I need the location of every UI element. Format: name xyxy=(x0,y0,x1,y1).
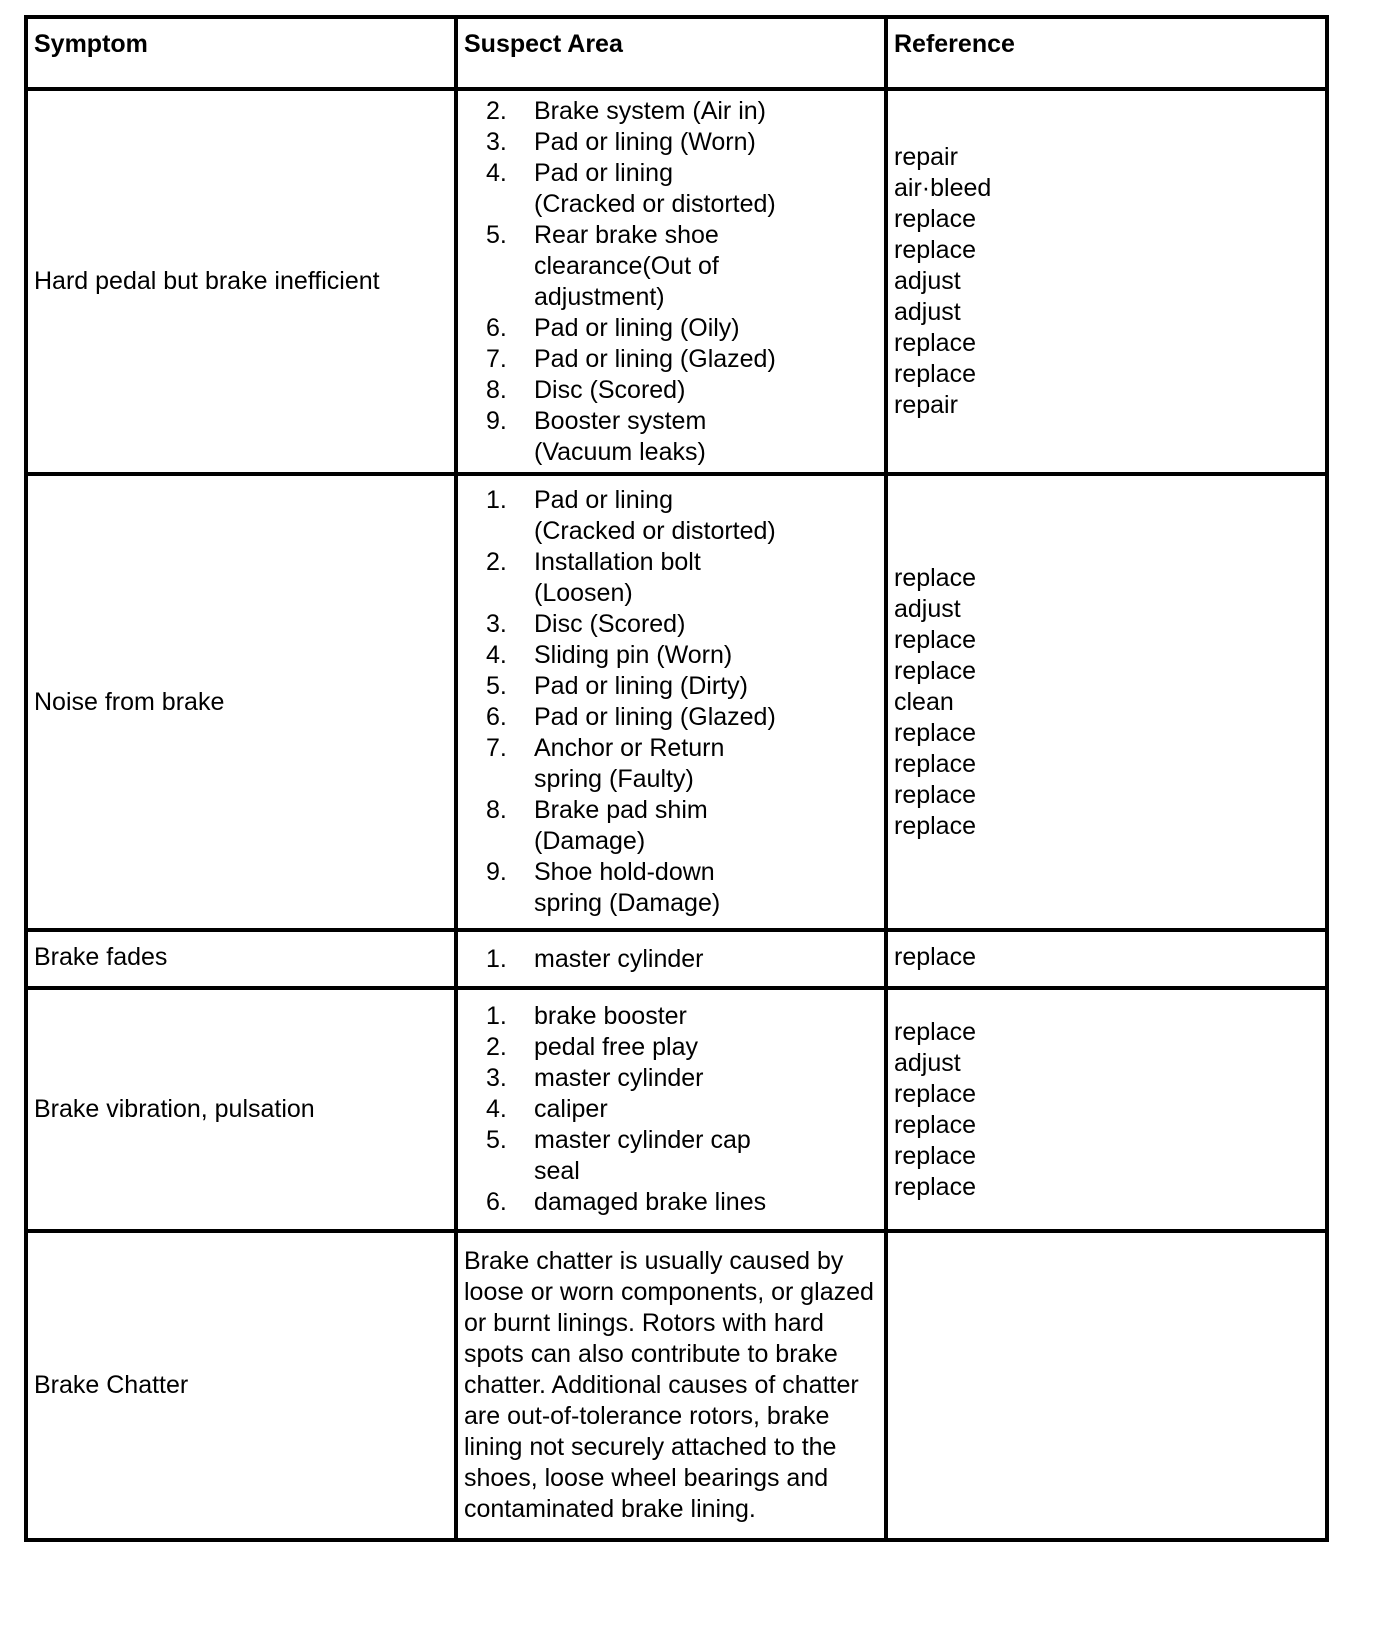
reference-item: replace xyxy=(894,780,976,809)
list-item xyxy=(486,1187,884,1218)
item-text: Pad or lining (Worn) xyxy=(534,127,756,156)
symptom-cell xyxy=(26,988,456,1231)
table-row xyxy=(26,474,1327,930)
list-item xyxy=(486,96,884,127)
item-number: 7. xyxy=(486,734,507,762)
item-number: 4. xyxy=(486,158,507,187)
item-number: 6. xyxy=(486,1188,507,1216)
table-row xyxy=(26,988,1327,1231)
item-text: Installation bolt (Loosen) xyxy=(534,548,701,607)
item-text: Rear brake shoe clearance(Out of adjustment) xyxy=(534,220,719,311)
header-cell-symptom xyxy=(26,17,456,89)
suspect-area-cell xyxy=(456,1231,886,1540)
header-cell-reference xyxy=(886,17,1327,89)
reference-list xyxy=(888,1017,1325,1203)
item-text: Sliding pin (Worn) xyxy=(534,641,733,669)
list-item xyxy=(486,857,884,919)
list-item xyxy=(486,220,884,313)
symptom-cell xyxy=(26,474,456,930)
item-number: 4. xyxy=(486,641,507,669)
header-row xyxy=(26,17,1327,89)
item-number: 5. xyxy=(486,672,507,700)
item-text: Pad or lining (Dirty) xyxy=(534,672,748,700)
reference-list xyxy=(888,942,1325,973)
item-text: master cylinder xyxy=(534,1064,704,1092)
list-item xyxy=(486,1063,884,1094)
item-number: 4. xyxy=(486,1095,507,1123)
list-item xyxy=(486,1094,884,1125)
item-text: Pad or lining (Glazed) xyxy=(534,344,776,373)
reference-item: clean xyxy=(894,687,954,716)
list-item xyxy=(486,609,884,640)
suspect-area-cell xyxy=(456,474,886,930)
reference-item: replace xyxy=(894,1110,976,1139)
list-item xyxy=(486,671,884,702)
item-text: pedal free play xyxy=(534,1033,699,1061)
item-number: 3. xyxy=(486,127,507,156)
reference-item: air·bleed xyxy=(894,174,992,202)
item-text: Brake system (Air in) xyxy=(534,96,766,125)
item-number: 6. xyxy=(486,313,507,342)
item-number: 3. xyxy=(486,1064,507,1092)
item-text: Shoe hold-down spring (Damage) xyxy=(534,858,721,917)
reference-item: replace xyxy=(894,236,976,264)
item-text: Disc (Scored) xyxy=(534,375,686,404)
suspect-area-cell xyxy=(456,930,886,988)
reference-item: replace xyxy=(894,360,976,388)
reference-item: replace xyxy=(894,943,976,971)
list-item xyxy=(486,344,884,375)
reference-cell xyxy=(886,930,1327,988)
reference-item: replace xyxy=(894,205,976,233)
suspect-area-cell xyxy=(456,89,886,474)
list-item xyxy=(486,733,884,795)
item-number: 8. xyxy=(486,375,507,404)
reference-item: adjust xyxy=(894,1048,961,1077)
item-text: master cylinder xyxy=(534,944,704,973)
reference-item: replace xyxy=(894,1141,976,1170)
item-text: damaged brake lines xyxy=(534,1188,767,1216)
reference-item: replace xyxy=(894,1172,976,1201)
item-text: caliper xyxy=(534,1095,608,1123)
reference-item: replace xyxy=(894,329,976,357)
item-number: 2. xyxy=(486,96,507,125)
item-number: 3. xyxy=(486,610,507,638)
reference-item: adjust xyxy=(894,594,961,623)
reference-item: replace xyxy=(894,811,976,840)
list-item xyxy=(486,313,884,344)
reference-item: replace xyxy=(894,1017,976,1046)
item-number: 1. xyxy=(486,1002,507,1030)
item-number: 9. xyxy=(486,406,507,435)
list-item xyxy=(486,1125,884,1187)
item-text: Pad or lining (Oily) xyxy=(534,313,740,342)
reference-cell xyxy=(886,474,1327,930)
reference-item: replace xyxy=(894,563,976,592)
reference-cell xyxy=(886,1231,1327,1540)
symptom-text: Brake vibration, pulsation xyxy=(34,1095,315,1123)
list-item xyxy=(486,485,884,547)
list-item xyxy=(486,640,884,671)
item-text: Pad or lining (Glazed) xyxy=(534,703,776,731)
list-item xyxy=(486,375,884,406)
item-number: 2. xyxy=(486,548,507,576)
item-number: 1. xyxy=(486,486,507,514)
symptom-cell xyxy=(26,1231,456,1540)
symptom-text: Brake Chatter xyxy=(34,1371,189,1399)
reference-item: repair xyxy=(894,143,958,171)
table-row xyxy=(26,89,1327,474)
item-text: brake booster xyxy=(534,1002,687,1030)
reference-list xyxy=(888,142,1325,421)
header-suspect-area: Suspect Area xyxy=(464,30,623,58)
symptom-text: Brake fades xyxy=(34,943,168,971)
list-item xyxy=(486,702,884,733)
troubleshooting-table xyxy=(24,15,1329,1542)
reference-item: replace xyxy=(894,718,976,747)
reference-cell xyxy=(886,89,1327,474)
header-cell-suspect-area xyxy=(456,17,886,89)
reference-item: replace xyxy=(894,749,976,778)
item-text: Disc (Scored) xyxy=(534,610,686,638)
reference-item: replace xyxy=(894,656,976,685)
reference-item: adjust xyxy=(894,267,961,295)
symptom-cell xyxy=(26,89,456,474)
table-row xyxy=(26,1231,1327,1540)
item-text: Brake pad shim (Damage) xyxy=(534,796,708,855)
reference-list xyxy=(888,563,1325,842)
item-number: 8. xyxy=(486,796,507,824)
reference-item: replace xyxy=(894,625,976,654)
item-number: 2. xyxy=(486,1033,507,1061)
item-number: 5. xyxy=(486,220,507,249)
item-text: Pad or lining (Cracked or distorted) xyxy=(534,486,776,545)
suspect-area-paragraph: Brake chatter is usually caused by loose or worn components, or glazed or burnt linings. Rotors with hard spots can also contribute to brake chatter. Additional causes of chatter are out-of-tolerance rotors, brake lining not securely attached to the shoes, loose wheel bearings and contaminated brake lining. xyxy=(464,1247,874,1523)
header-reference: Reference xyxy=(894,30,1015,58)
symptom-text: Hard pedal but brake inefficient xyxy=(34,267,380,295)
list-item xyxy=(486,1001,884,1032)
list-item xyxy=(486,944,884,975)
list-item xyxy=(486,795,884,857)
item-number: 9. xyxy=(486,858,507,886)
list-item xyxy=(486,127,884,158)
list-item xyxy=(486,406,884,468)
item-text: Pad or lining (Cracked or distorted) xyxy=(534,158,776,218)
item-number: 5. xyxy=(486,1126,507,1154)
suspect-area-list xyxy=(458,1001,884,1218)
table-body xyxy=(26,17,1327,1540)
symptom-text: Noise from brake xyxy=(34,687,225,716)
table-row xyxy=(26,930,1327,988)
reference-item: replace xyxy=(894,1079,976,1108)
item-number: 7. xyxy=(486,344,507,373)
suspect-area-cell xyxy=(456,988,886,1231)
list-item xyxy=(486,1032,884,1063)
item-text: Anchor or Return spring (Faulty) xyxy=(534,734,725,793)
list-item xyxy=(486,158,884,220)
list-item xyxy=(486,547,884,609)
reference-item: repair xyxy=(894,391,958,419)
item-number: 1. xyxy=(486,944,507,973)
header-symptom: Symptom xyxy=(34,30,148,58)
reference-item: adjust xyxy=(894,298,961,326)
suspect-area-list xyxy=(458,944,884,975)
symptom-cell xyxy=(26,930,456,988)
suspect-area-list xyxy=(458,485,884,919)
suspect-area-list xyxy=(458,96,884,468)
item-text: Booster system (Vacuum leaks) xyxy=(534,406,707,466)
reference-cell xyxy=(886,988,1327,1231)
item-text: master cylinder cap seal xyxy=(534,1126,751,1185)
item-number: 6. xyxy=(486,703,507,731)
